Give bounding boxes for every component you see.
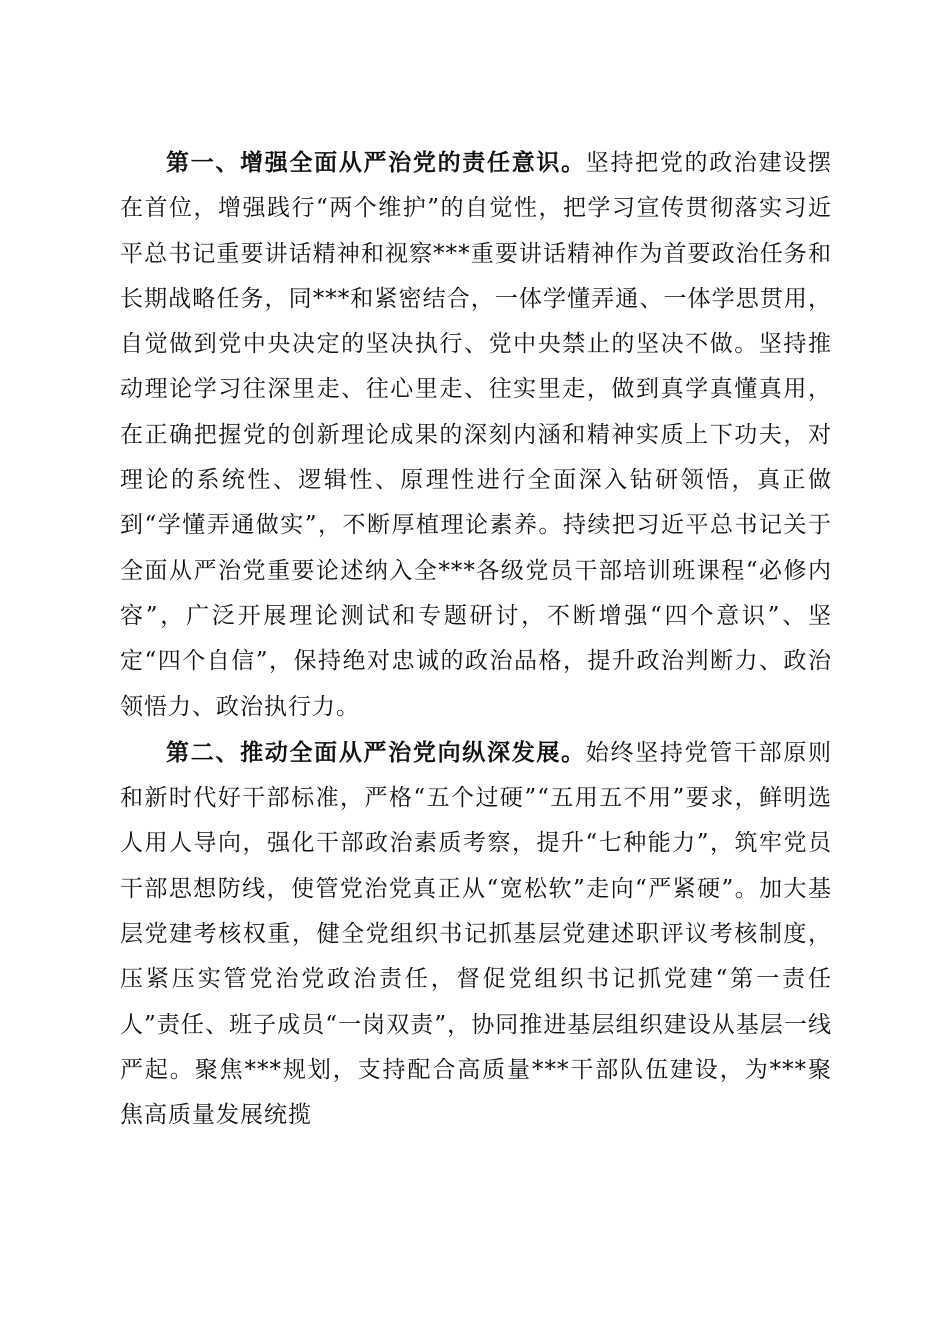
paragraph-2-heading: 第二、推动全面从严治党向纵深发展。	[166, 738, 586, 766]
paragraph-1	[120, 140, 832, 730]
paragraph-1-text: 坚持把党的政治建设摆在首位，增强践行“两个维护”的自觉性，把学习宣传贯彻落实习近平总书记重要讲话精神和视察***重要讲话精神作为首要政治任务和长期战略任务，同***和紧密结合，一体学懂弄通、一体学思贯用，自觉做到党中央决定的坚决执行、党中央禁止的坚决不做。坚持推动理论学习往深里走、往心里走、往实里走，做到真学真懂真用，在正确把握党的创新理论成果的深刻内涵和精神实质上下功夫，对理论的系统性、逻辑性、原理性进行全面深入钻研领悟，真正做到“学懂弄通做实”，不断厚植理论素养。持续把习近平总书记关于全面从严治党重要论述纳入全***各级党员干部培训班课程“必修内容”，广泛开展理论测试和专题研讨，不断增强“四个意识”、坚定“四个自信”，保持绝对忠诚的政治品格，提升政治判断力、政治领悟力、政治执行力。	[120, 150, 833, 720]
paragraph-2-text: 始终坚持党管干部原则和新时代好干部标准，严格“五个过硬”“五用五不用”要求，鲜明选人用人导向，强化干部政治素质考察，提升“七种能力”，筑牢党员干部思想防线，使管党治党真正从“宽松软”走向“严紧硬”。加大基层党建考核权重，健全党组织书记抓基层党建述职评议考核制度，压紧压实管党治党政治责任，督促党组织书记抓党建“第一责任人”责任、班子成员“一岗双责”，协同推进基层组织建设从基层一线严起。聚焦***规划，支持配合高质量***干部队伍建设，为***聚焦高质量发展统揽	[120, 739, 833, 1129]
paragraph-1-heading: 第一、增强全面从严治党的责任意识。	[166, 149, 586, 176]
paragraph-2	[120, 730, 832, 1139]
document-body	[120, 140, 832, 1139]
